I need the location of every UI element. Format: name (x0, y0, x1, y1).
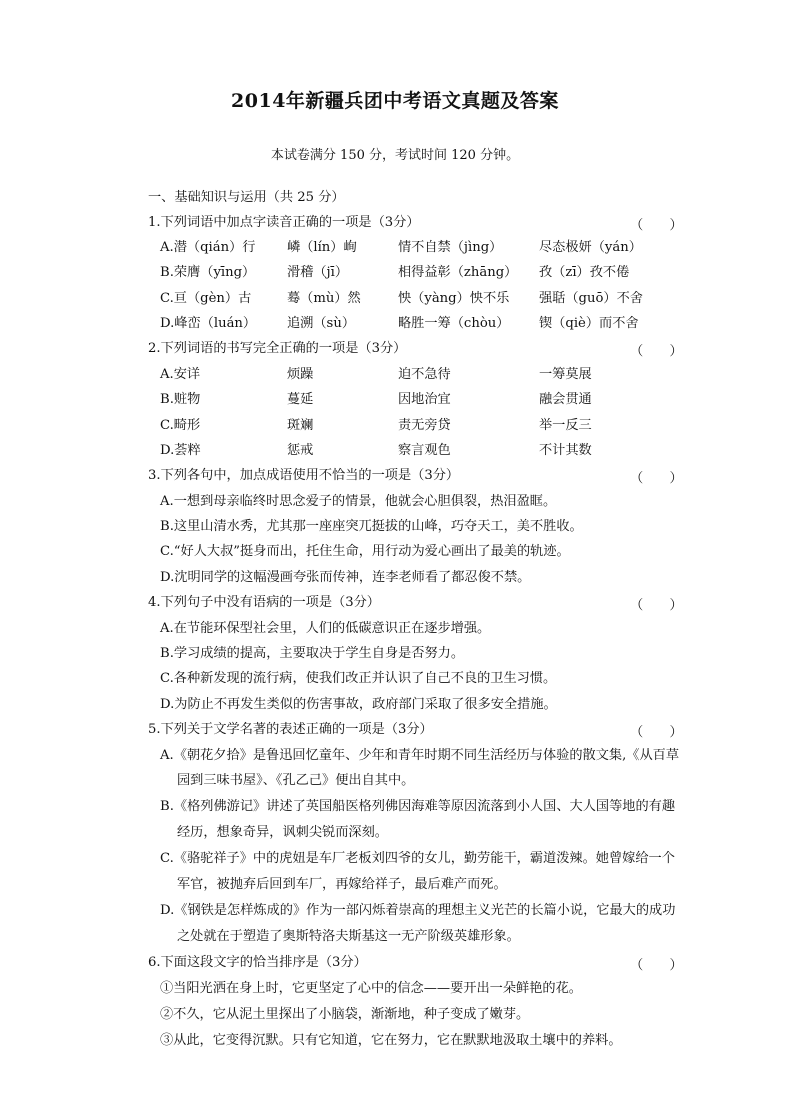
q1-option-d-word-4: 锲（qiè）而不舍 (539, 316, 639, 331)
q1-option-d-word-3: 略胜一筹（chòu） (398, 316, 510, 331)
q5-option-a-line-1: A.《朝花夕拾》是鲁迅回忆童年、少年和青年时期不同生活经历与体验的散文集,《从百草 (160, 748, 680, 763)
q2-option-a-word-2: 烦躁 (287, 367, 314, 382)
q2-option-c-word-3: 责无旁贷 (398, 418, 451, 433)
answer-blank-5: （ ） (630, 725, 683, 740)
q6-sentence-1: ①当阳光洒在身上时，它更坚定了心中的信念——要开出一朵鲜艳的花。 (160, 981, 582, 996)
question-3-stem: 3.下列各句中，加点成语使用不恰当的一项是（3分） (148, 468, 460, 483)
q3-option-a: A.一想到母亲临终时思念爱子的情景，他就会心胆俱裂，热泪盈眶。 (160, 494, 557, 509)
q4-option-a: A.在节能环保型社会里，人们的低碳意识正在逐步增强。 (160, 621, 491, 636)
q6-sentence-2: ②不久，它从泥土里探出了小脑袋，渐渐地，种子变成了嫩芽。 (160, 1007, 530, 1022)
question-4-stem: 4.下列句子中没有语病的一项是（3分） (148, 595, 380, 610)
section-heading: 一、基础知识与运用（共 25 分） (148, 190, 345, 205)
q2-option-a-word-3: 迫不急待 (398, 367, 451, 382)
answer-blank-2: （ ） (630, 344, 683, 359)
q1-option-a-word-4: 尽态极妍（yán） (539, 240, 642, 255)
q6-sentence-3: ③从此，它变得沉默。只有它知道，它在努力，它在默默地汲取土壤中的养料。 (160, 1033, 622, 1048)
q1-option-b-word-3: 相得益彰（zhāng） (398, 265, 518, 280)
question-6-stem: 6.下面这段文字的恰当排序是（3分） (148, 955, 367, 970)
page-title: 2014年新疆兵团中考语文真题及答案 (231, 90, 559, 112)
q2-option-d-word-4: 不计其数 (539, 443, 592, 458)
q3-option-d: D.沈明同学的这幅漫画夸张而传神，连李老师看了都忍俊不禁。 (160, 570, 531, 585)
q2-option-b-word-3: 因地治宜 (398, 392, 451, 407)
q1-option-b-word-4: 孜（zī）孜不倦 (539, 265, 630, 280)
q1-option-c-word-4: 强聒（guō）不舍 (539, 291, 643, 306)
q4-option-d: D.为防止不再发生类似的伤害事故，政府部门采取了很多安全措施。 (160, 697, 557, 712)
q1-option-c-word-2: 蓦（mù）然 (287, 291, 361, 306)
question-5-stem: 5.下列关于文学名著的表述正确的一项是（3分） (148, 722, 433, 737)
q2-option-d-word-1: D.荟粹 (160, 443, 201, 458)
q5-option-b-line-1: B.《格列佛游记》讲述了英国船医格列佛因海难等原因流落到小人国、大人国等地的有趣 (160, 799, 676, 814)
q3-option-b: B.这里山清水秀，尤其那一座座突兀挺拔的山峰，巧夺天工，美不胜收。 (160, 519, 583, 534)
q3-option-c: C.“好人大叔”挺身而出，托住生命，用行动为爱心画出了最美的轨迹。 (160, 544, 570, 559)
q1-option-a-word-1: A.潜（qián）行 (160, 240, 256, 255)
q1-option-d-word-1: D.峰峦（luán） (160, 316, 257, 331)
q1-option-b-word-1: B.荣膺（yīng） (160, 265, 256, 280)
q2-option-c-word-2: 斑斓 (287, 418, 314, 433)
q1-option-c-word-3: 怏（yàng）怏不乐 (398, 291, 510, 306)
answer-blank-4: （ ） (630, 598, 683, 613)
q2-option-d-word-3: 察言观色 (398, 443, 451, 458)
q1-option-a-word-3: 情不自禁（jìng） (398, 240, 503, 255)
q2-option-a-word-1: A.安详 (160, 367, 201, 382)
answer-blank-6: （ ） (630, 958, 683, 973)
q1-option-a-word-2: 嶙（lín）峋 (287, 240, 357, 255)
exam-subtitle: 本试卷满分 150 分，考试时间 120 分钟。 (270, 148, 520, 163)
q1-option-d-word-2: 追溯（sù） (287, 316, 356, 331)
q5-option-a-line-2: 园到三味书屋》、《孔乙己》便出自其中。 (177, 773, 415, 788)
q2-option-b-word-4: 融会贯通 (539, 392, 592, 407)
answer-blank-3: （ ） (630, 471, 683, 486)
q1-option-b-word-2: 滑稽（jī） (287, 265, 349, 280)
question-1-stem: 1.下列词语中加点字读音正确的一项是（3分） (148, 215, 420, 230)
q2-option-c-word-4: 举一反三 (539, 418, 592, 433)
q5-option-b-line-2: 经历，想象奇异，讽刺尖锐而深刻。 (177, 825, 388, 840)
q5-option-d-line-1: D.《钢铁是怎样炼成的》作为一部闪烁着崇高的理想主义光芒的长篇小说，它最大的成功 (160, 903, 676, 918)
q2-option-b-word-2: 蔓延 (287, 392, 314, 407)
q2-option-a-word-4: 一筹莫展 (539, 367, 592, 382)
q4-option-b: B.学习成绩的提高，主要取决于学生自身是否努力。 (160, 646, 465, 661)
q2-option-b-word-1: B.赃物 (160, 392, 201, 407)
q4-option-c: C.各种新发现的流行病，使我们改正并认识了自己不良的卫生习惯。 (160, 671, 557, 686)
q2-option-d-word-2: 惩戒 (287, 443, 314, 458)
question-2-stem: 2.下列词语的书写完全正确的一项是（3分） (148, 341, 407, 356)
q5-option-d-line-2: 之处就在于塑造了奥斯特洛夫斯基这一无产阶级英雄形象。 (177, 929, 520, 944)
q5-option-c-line-2: 军官，被抛弃后回到车厂，再嫁给祥子，最后难产而死。 (177, 877, 507, 892)
q5-option-c-line-1: C.《骆驼祥子》中的虎妞是车厂老板刘四爷的女儿，勤劳能干，霸道泼辣。她曾嫁给一个 (160, 851, 675, 866)
answer-blank-1: （ ） (630, 218, 683, 233)
q1-option-c-word-1: C.亘（gèn）古 (160, 291, 252, 306)
q2-option-c-word-1: C.畸形 (160, 418, 201, 433)
